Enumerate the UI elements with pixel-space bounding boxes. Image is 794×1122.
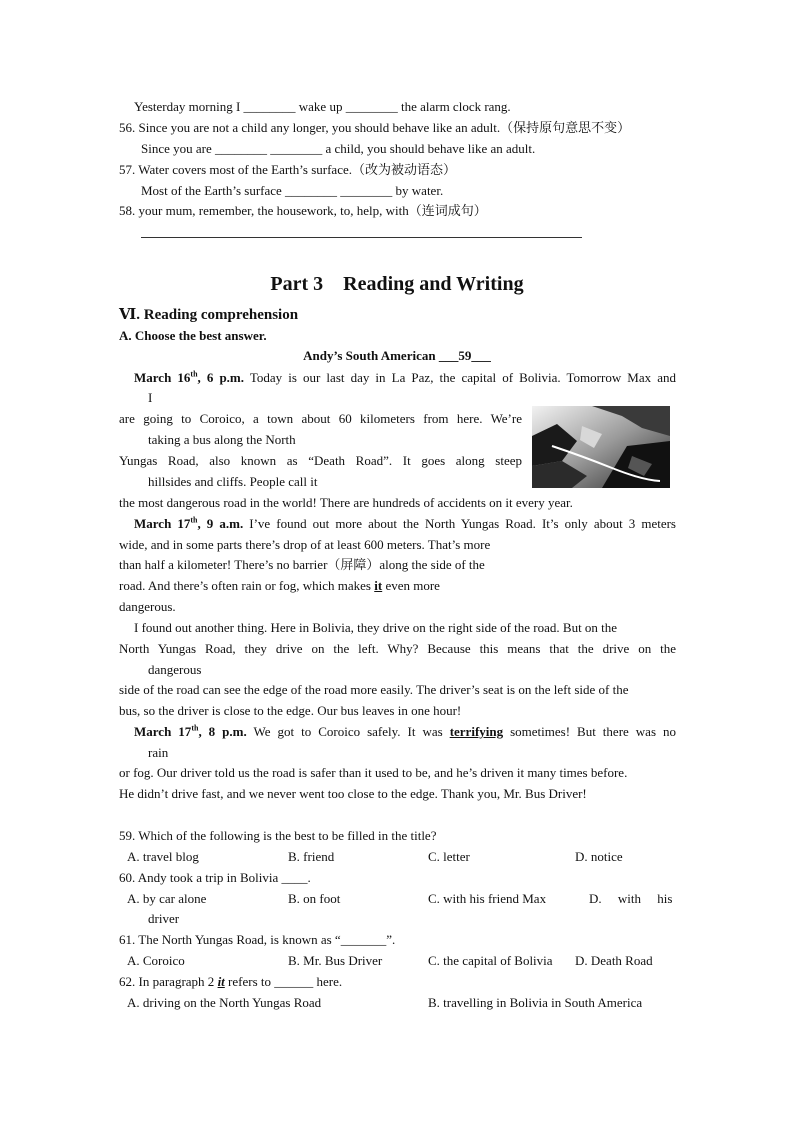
entry-2-time: , 9 a.m. [197,516,244,531]
q60-option-a[interactable]: A. by car alone [127,891,207,906]
item-57-answer-line: Most of the Earth’s surface ________ ________ by water. [141,183,444,198]
entry-3-text-post: sometimes! But there was no [503,724,677,739]
entry-1-date-text: March 16 [134,370,191,385]
entry-1-line-2: I [148,390,153,405]
para-3-line-3: dangerous [148,662,202,677]
entry-2-line-4 [119,578,440,594]
entry-1-line-7: the most dangerous road in the world! There are hundreds of accidents on it every year. [119,495,573,510]
q61-option-d[interactable]: D. Death Road [575,953,653,968]
entry-2-line-4-post: even more [382,578,440,593]
entry-1-line-5: Yungas Road, also known as “Death Road”. It goes along steep [119,453,522,468]
entry-1-line-1 [134,370,676,386]
passage-title-text: Andy’s South American [303,348,439,363]
entry-3-line-3: or fog. Our driver told us the road is safer than it used to be, and he’s driven it many times before. [119,765,628,780]
section-title: Ⅵ. Reading comprehension [119,307,299,323]
q59-stem: 59. Which of the following is the best to be filled in the title? [119,828,437,843]
entry-3-time: , 8 p.m. [198,724,247,739]
entry-3-date-text: March 17 [134,724,192,739]
entry-1-line-3: are going to Coroico, a town about 60 kilometers from here. We’re [119,411,522,426]
underlined-it: it [374,578,383,593]
q62-stem-pre: 62. In paragraph 2 [119,974,218,989]
entry-3-text-pre: We got to Coroico safely. It was [246,724,450,739]
entry-1-date-sup: th [190,369,198,379]
q59-option-d[interactable]: D. notice [575,849,623,864]
subsection-title: A. Choose the best answer. [119,328,267,343]
q61-option-a[interactable]: A. Coroico [127,953,185,968]
entry-1-text: Today is our last day in La Paz, the capital of Bolivia. Tomorrow Max and [244,370,676,385]
entry-2-text: I’ve found out more about the North Yungas Road. It’s only about 3 meters [243,516,676,531]
entry-2-line-1 [134,516,676,532]
entry-3-date [134,724,247,739]
q60-option-d-continued: driver [148,911,180,926]
para-3-line-2: North Yungas Road, they drive on the left. Why? Because this means that the drive on the [119,641,676,656]
entry-2-date-text: March 17 [134,516,191,531]
para-3-line-5: bus, so the driver is close to the edge. Our bus leaves in one hour! [119,703,462,718]
q59-option-c[interactable]: C. letter [428,849,470,864]
part-title: Part 3 Reading and Writing [270,273,524,295]
entry-2-date-sup: th [190,515,198,525]
q62-option-a[interactable]: A. driving on the North Yungas Road [127,995,322,1010]
entry-1-line-6: hillsides and cliffs. People call it [148,474,318,489]
q62-option-b[interactable]: B. travelling in Bolivia in South America [428,995,643,1010]
death-road-image [532,406,670,488]
q62-stem [119,974,342,990]
entry-3-line-2: rain [148,745,169,760]
entry-2-line-2: wide, and in some parts there’s drop of at least 600 meters. That’s more [119,537,491,552]
q60-option-b[interactable]: B. on foot [288,891,341,906]
q61-option-c[interactable]: C. the capital of Bolivia [428,953,553,968]
item-56-answer-line: Since you are ________ ________ a child, you should behave like an adult. [141,141,536,156]
item-58-answer-line [141,237,582,238]
entry-1-line-4: taking a bus along the North [148,432,296,447]
entry-3-line-1 [134,724,676,740]
q59-option-a[interactable]: A. travel blog [127,849,199,864]
entry-2-line-4-pre: road. And there’s often rain or fog, which makes [119,578,375,593]
q60-option-d[interactable]: D. with his [589,891,673,906]
underlined-terrifying: terrifying [449,724,504,739]
q62-it: it [217,974,225,989]
q60-option-c[interactable]: C. with his friend Max [428,891,547,906]
item-58-prompt: 58. your mum, remember, the housework, to, help, with（连词成句） [119,203,487,218]
item-56-prompt: 56. Since you are not a child any longer, you should behave like an adult.（保持原句意思不变） [119,120,631,135]
q59-option-b[interactable]: B. friend [288,849,335,864]
q62-stem-post: refers to ______ here. [224,974,343,989]
entry-1-time: , 6 p.m. [197,370,245,385]
entry-3-date-sup: th [191,723,199,733]
entry-2-date [134,516,243,531]
item-57-prompt: 57. Water covers most of the Earth’s surface.（改为被动语态） [119,162,456,177]
entry-3-line-4: He didn’t drive fast, and we never went too close to the edge. Thank you, Mr. Bus Driver! [119,786,587,801]
para-3-line-1: I found out another thing. Here in Bolivia, they drive on the right side of the road. But on the [134,620,618,635]
entry-2-line-3: than half a kilometer! There’s no barrier（屏障）along the side of the [119,557,485,572]
q61-stem: 61. The North Yungas Road, is known as “_______”. [119,932,396,947]
q60-stem: 60. Andy took a trip in Bolivia ____. [119,870,311,885]
q61-option-b[interactable]: B. Mr. Bus Driver [288,953,383,968]
passage-title-blank: ___59___ [438,348,491,363]
entry-2-line-5: dangerous. [119,599,176,614]
passage-title [0,348,794,364]
road-photo [532,406,670,488]
para-3-line-4: side of the road can see the edge of the road more easily. The driver’s seat is on the left side of the [119,682,629,697]
entry-1-date [134,370,244,385]
item-55-line: Yesterday morning I ________ wake up ________ the alarm clock rang. [134,99,511,114]
